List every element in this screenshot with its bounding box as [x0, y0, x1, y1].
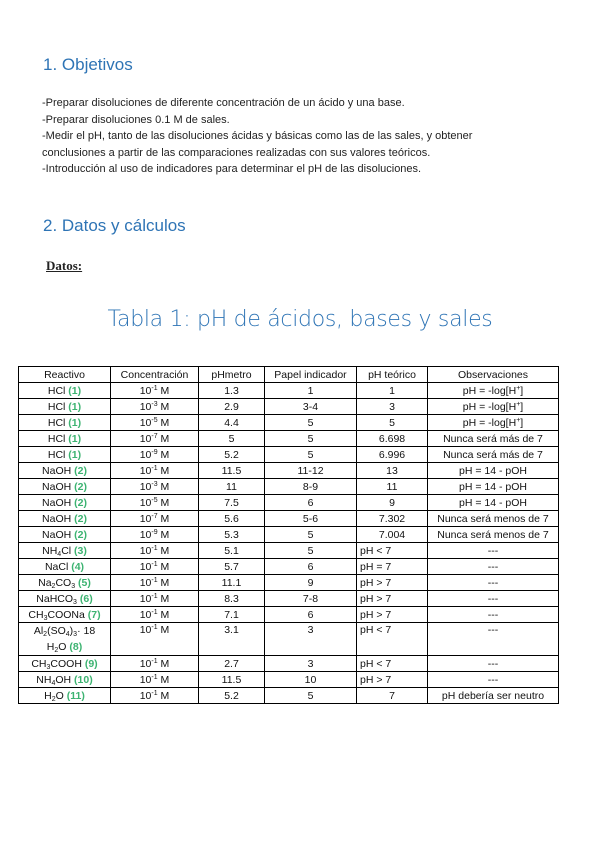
cell-teorico: pH > 7 [357, 591, 428, 607]
table-row [19, 607, 559, 623]
header-papel: Papel indicador [265, 367, 357, 383]
reactivo-number: (4) [71, 560, 85, 573]
objetivo-line: conclusiones a partir de las comparaciones realizadas con sus valores teóricos. [42, 146, 431, 159]
reactivo-number: (3) [74, 544, 87, 557]
cell-phmetro: 11.1 [199, 575, 265, 591]
table-header-row [19, 367, 559, 383]
table-row [19, 559, 559, 575]
table-row [19, 431, 559, 447]
cell-observaciones: pH = -log[H+] [428, 399, 559, 415]
cell-concentracion: $10^{-9}$ M [111, 447, 199, 463]
cell-observaciones: --- [428, 623, 559, 656]
cell-teorico: pH < 7 [357, 623, 428, 656]
cell-phmetro: 5 [199, 431, 265, 447]
cell-observaciones: --- [428, 672, 559, 688]
cell-observaciones: pH debería ser neutro [428, 688, 559, 704]
cell-teorico: 7 [357, 688, 428, 704]
cell-concentracion: $10^{-3}$ M [111, 399, 199, 415]
table-row [19, 399, 559, 415]
section-title-datos: 2. Datos y cálculos [43, 216, 186, 235]
cell-observaciones: pH = 14 - pOH [428, 479, 559, 495]
cell-phmetro: 11 [199, 479, 265, 495]
objetivo-line: -Preparar disoluciones 0.1 M de sales. [42, 113, 230, 126]
cell-reactivo: NaHCO$_3$ (6) [19, 591, 111, 607]
table-title: Tabla 1: pH de ácidos, bases y sales [107, 307, 493, 332]
cell-teorico: 5 [357, 415, 428, 431]
reactivo-number: (1) [68, 400, 82, 413]
reactivo-number: (1) [68, 384, 82, 397]
table-row [19, 511, 559, 527]
cell-phmetro: 2.7 [199, 656, 265, 672]
cell-phmetro: 8.3 [199, 591, 265, 607]
cell-reactivo: $Na_2CO_3$ (5) [19, 575, 111, 591]
cell-papel: 9 [265, 575, 357, 591]
cell-papel: 10 [265, 672, 357, 688]
cell-observaciones: pH = 14 - pOH [428, 495, 559, 511]
cell-phmetro: 7.5 [199, 495, 265, 511]
cell-papel: 7-8 [265, 591, 357, 607]
cell-reactivo: $H_2O$ (11) [19, 688, 111, 704]
reactivo-number: (1) [68, 448, 82, 461]
objetivo-line: -Preparar disoluciones de diferente concentración de un ácido y una base. [42, 97, 405, 109]
cell-reactivo: HCl (1) [19, 447, 111, 463]
cell-teorico: 7.004 [357, 527, 428, 543]
cell-reactivo: HCl (1) [19, 383, 111, 399]
cell-observaciones: --- [428, 543, 559, 559]
cell-phmetro: 5.7 [199, 559, 265, 575]
header-observaciones: Observaciones [428, 367, 559, 383]
cell-reactivo: NaOH (2) [19, 495, 111, 511]
cell-teorico: pH < 7 [357, 543, 428, 559]
reactivo-number: (11) [66, 689, 85, 702]
cell-phmetro: 11.5 [199, 672, 265, 688]
reactivo-number: (6) [79, 592, 93, 605]
cell-reactivo: $Al_2(SO_4)_3\cdot 18$ $H_2O$ (8) [19, 623, 111, 656]
cell-observaciones: Nunca será más de 7 [428, 431, 559, 447]
cell-reactivo: HCl (1) [19, 399, 111, 415]
cell-phmetro: 3.1 [199, 623, 265, 656]
cell-phmetro: 5.6 [199, 511, 265, 527]
cell-concentracion: $10^{-1}$ M [111, 688, 199, 704]
table-row [19, 527, 559, 543]
header-teorico: pH teórico [357, 367, 428, 383]
cell-teorico: pH > 7 [357, 672, 428, 688]
cell-phmetro: 11.5 [199, 463, 265, 479]
cell-phmetro: 5.1 [199, 543, 265, 559]
cell-teorico: pH > 7 [357, 607, 428, 623]
reactivo-number: (5) [78, 576, 91, 589]
reactivo-number: (1) [68, 416, 82, 429]
cell-papel: 5-6 [265, 511, 357, 527]
cell-papel: 5 [265, 447, 357, 463]
cell-concentracion: $10^{-1}$ M [111, 463, 199, 479]
cell-concentracion: $10^{-7}$ M [111, 431, 199, 447]
cell-reactivo: $CH_3COOH$ (9) [19, 656, 111, 672]
table-row [19, 463, 559, 479]
reactivo-number: (2) [74, 512, 87, 525]
table-row [19, 495, 559, 511]
table-row [19, 656, 559, 672]
cell-papel: 6 [265, 607, 357, 623]
cell-observaciones: --- [428, 656, 559, 672]
cell-teorico: 7.302 [357, 511, 428, 527]
cell-phmetro: 5.2 [199, 688, 265, 704]
reactivo-number: (9) [84, 657, 98, 670]
table-row [19, 672, 559, 688]
table-row [19, 447, 559, 463]
cell-papel: 11-12 [265, 463, 357, 479]
objetivos-list [42, 95, 562, 178]
cell-teorico: 6.698 [357, 431, 428, 447]
cell-observaciones: --- [428, 607, 559, 623]
cell-teorico: 3 [357, 399, 428, 415]
cell-concentracion: $10^{-9}$ M [111, 527, 199, 543]
cell-papel: 3 [265, 656, 357, 672]
header-concentracion: Concentración [111, 367, 199, 383]
cell-reactivo: HCl (1) [19, 415, 111, 431]
cell-teorico: 9 [357, 495, 428, 511]
reactivo-number: (2) [74, 480, 87, 493]
reactivo-number: (7) [87, 608, 101, 621]
cell-reactivo: NaCl (4) [19, 559, 111, 575]
cell-phmetro: 4.4 [199, 415, 265, 431]
datos-label: Datos: [46, 258, 83, 273]
header-reactivo: Reactivo [19, 367, 111, 383]
section-title-objetivos: 1. Objetivos [43, 55, 133, 74]
table-row [19, 383, 559, 399]
cell-reactivo: NaOH (2) [19, 479, 111, 495]
table-row [19, 623, 559, 656]
cell-papel: 3 [265, 623, 357, 656]
cell-phmetro: 1.3 [199, 383, 265, 399]
cell-reactivo: HCl (1) [19, 431, 111, 447]
cell-teorico: 1 [357, 383, 428, 399]
cell-observaciones: pH = 14 - pOH [428, 463, 559, 479]
cell-papel: 6 [265, 559, 357, 575]
cell-observaciones: --- [428, 591, 559, 607]
cell-observaciones: Nunca será menos de 7 [428, 511, 559, 527]
cell-concentracion: $10^{-1}$ M [111, 383, 199, 399]
cell-reactivo: NaOH (2) [19, 511, 111, 527]
objetivo-line: -Introducción al uso de indicadores para determinar el pH de las disoluciones. [42, 163, 422, 175]
cell-observaciones: --- [428, 559, 559, 575]
cell-observaciones: --- [428, 575, 559, 591]
table-row [19, 575, 559, 591]
cell-papel: 1 [265, 383, 357, 399]
cell-reactivo: $CH_3COONa$ (7) [19, 607, 111, 623]
cell-observaciones: pH = -log[H+] [428, 415, 559, 431]
table-row [19, 543, 559, 559]
cell-papel: 5 [265, 688, 357, 704]
cell-papel: 3-4 [265, 399, 357, 415]
cell-phmetro: 2.9 [199, 399, 265, 415]
cell-concentracion: $10^{-7}$ M [111, 511, 199, 527]
reactivo-number: (2) [74, 496, 87, 509]
reactivo-number: (8) [69, 641, 83, 653]
cell-concentracion: $10^{-3}$ M [111, 479, 199, 495]
cell-observaciones: Nunca será menos de 7 [428, 527, 559, 543]
cell-phmetro: 7.1 [199, 607, 265, 623]
cell-observaciones: Nunca será más de 7 [428, 447, 559, 463]
reactivo-number: (2) [74, 528, 87, 541]
table-row [19, 415, 559, 431]
header-phmetro: pHmetro [199, 367, 265, 383]
cell-concentracion: $10^{-1}$ M [111, 591, 199, 607]
table-row [19, 479, 559, 495]
cell-observaciones: pH = -log[H+] [428, 383, 559, 399]
table-row [19, 688, 559, 704]
cell-concentracion: $10^{-1}$ M [111, 672, 199, 688]
cell-papel: 5 [265, 431, 357, 447]
objetivo-line: -Medir el pH, tanto de las disoluciones ácidas y básicas como las de las sales, y obtener [42, 130, 473, 142]
cell-teorico: 6.996 [357, 447, 428, 463]
cell-concentracion: $10^{-5}$ M [111, 495, 199, 511]
reactivo-number: (10) [74, 673, 93, 686]
cell-phmetro: 5.3 [199, 527, 265, 543]
cell-teorico: 13 [357, 463, 428, 479]
cell-concentracion: $10^{-5}$ M [111, 415, 199, 431]
cell-teorico: pH < 7 [357, 656, 428, 672]
cell-reactivo: NaOH (2) [19, 463, 111, 479]
cell-reactivo: NaOH (2) [19, 527, 111, 543]
reactivo-number: (1) [68, 432, 82, 445]
cell-papel: 5 [265, 415, 357, 431]
table-row [19, 591, 559, 607]
cell-reactivo: $NH_4Cl$ (3) [19, 543, 111, 559]
cell-phmetro: 5.2 [199, 447, 265, 463]
cell-papel: 5 [265, 527, 357, 543]
cell-teorico: pH = 7 [357, 559, 428, 575]
reactivo-number: (2) [74, 464, 87, 477]
cell-papel: 6 [265, 495, 357, 511]
cell-papel: 5 [265, 543, 357, 559]
cell-concentracion: $10^{-1}$ M [111, 607, 199, 623]
cell-concentracion: $10^{-1}$ M [111, 623, 199, 656]
cell-concentracion: $10^{-1}$ M [111, 575, 199, 591]
cell-concentracion: $10^{-1}$ M [111, 559, 199, 575]
cell-concentracion: $10^{-1}$ M [111, 543, 199, 559]
cell-concentracion: $10^{-1}$ M [111, 656, 199, 672]
cell-papel: 8-9 [265, 479, 357, 495]
cell-teorico: pH > 7 [357, 575, 428, 591]
cell-reactivo: $NH_4OH$ (10) [19, 672, 111, 688]
ph-table [18, 366, 559, 704]
cell-teorico: 11 [357, 479, 428, 495]
